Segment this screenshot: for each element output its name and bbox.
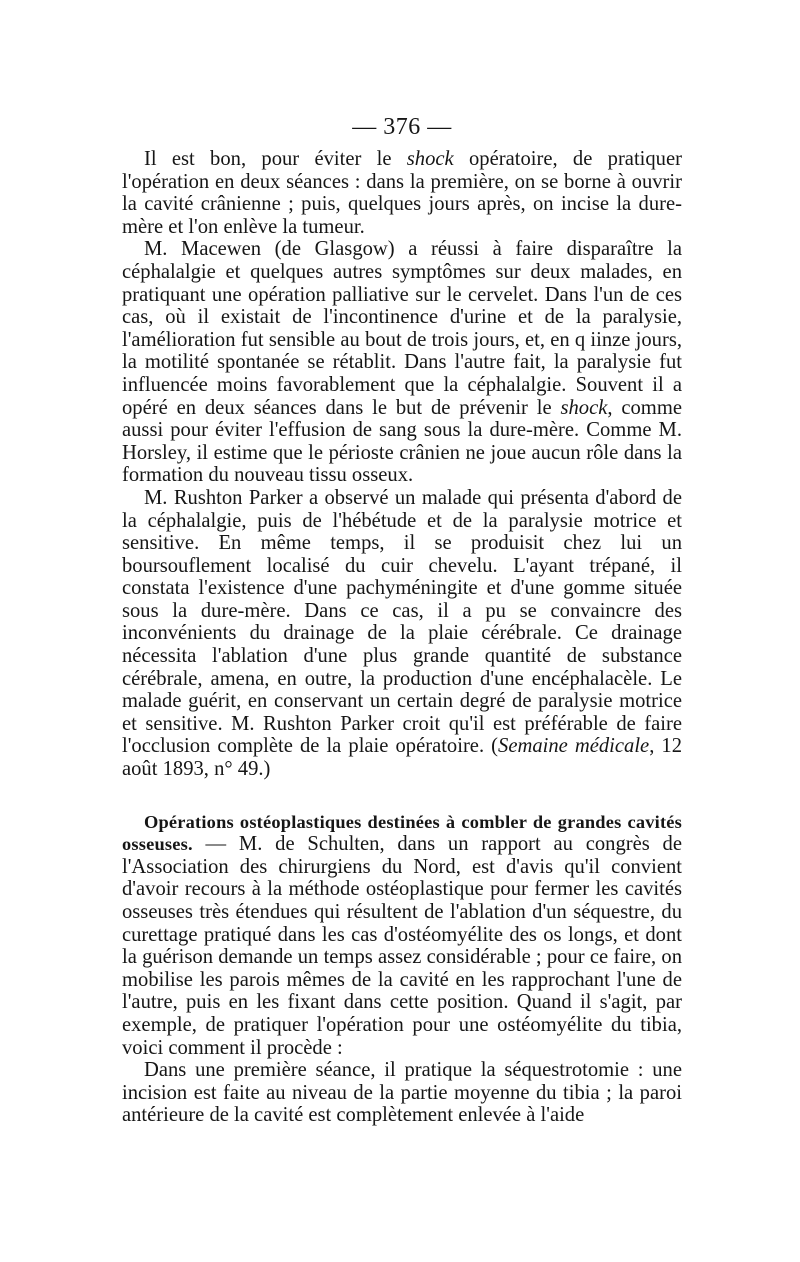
section-heading: Opérations ostéoplastiques destinées à combler de grandes cavités osseuses. xyxy=(122,811,682,855)
paragraph-4 xyxy=(122,811,682,1060)
paragraph-1 xyxy=(122,148,682,238)
book-page xyxy=(122,112,682,1127)
paragraph-2 xyxy=(122,238,682,487)
paragraph-4-text: — M. de Schulten, dans un rapport au congrès de l'Association des chirurgiens du Nord, est d'avis qu'il convient d'avoir recours à la méthode ostéoplastique pour fermer les cavités osseuses très étendues qui résultent de l'ablation d'un séquestre, du curettage pratiqué dans les cas d'ostéomyélite des os longs, et dont la guérison demande un temps assez considérable ; pour ce faire, on mobilise les parois mêmes de la cavité en les rapprochant l'une de l'autre, puis en les fixant dans cette position. Quand il s'agit, par exemple, de pratiquer l'opération pour une ostéomyélite du tibia, voici comment il procède : xyxy=(122,833,682,1059)
paragraph-3-text: M. Rushton Parker a observé un malade qui présenta d'abord de la céphalalgie, puis de l'hébétude et de la paralysie motrice et sensitive. En même temps, il se produisit chez lui un boursouflement localisé du cuir chevelu. L'ayant trépané, il constata l'existence d'une pachyméningite et d'une gomme située sous la dure-mère. Dans ce cas, il a pu se convaincre des inconvénients du drainage de la plaie cérébrale. Ce drainage nécessita l'ablation d'une plus grande quantité de substance cérébrale, amena, en outre, la production d'une encéphalacèle. Le malade guérit, en conservant un certain degré de paralysie motrice et sensitive. M. Rushton Parker croit qu'il est préférable de faire l'occlusion complète de la plaie opératoire. ( xyxy=(122,486,682,758)
paragraph-1-text: Il est bon, pour éviter le xyxy=(144,148,407,170)
italic-term-shock: shock xyxy=(406,148,454,170)
page-number: — 376 — xyxy=(352,114,452,140)
paragraph-2-text: M. Macewen (de Glasgow) a réussi à faire disparaître la céphalalgie et quelques autres symptômes sur deux malades, en pratiquant une opération palliative sur le cervelet. Dans l'un de ces cas, où il existait de l'incontinence d'urine et de la paralysie, l'amélioration fut sensible au bout de trois jours, et, en q iinze jours, la motilité spontanée se rétablit. Dans l'autre fait, la paralysie fut influencée moins favorablement que la céphalalgie. Souvent il a opéré en deux séances dans le but de prévenir le xyxy=(122,238,682,419)
paragraph-1-text: opératoire, de pratiquer l'opération en deux séances : dans la première, on se borne à ouvrir la cavité crânienne ; puis, quelques jours après, on incise la dure-mère et l'on enlève la tumeur. xyxy=(122,148,682,238)
paragraph-3 xyxy=(122,487,682,781)
paragraph-2-text: , comme aussi pour éviter l'effusion de sang sous la dure-mère. Comme M. Horsley, il estime que le périoste crânien ne joue aucun rôle dans la formation du nouveau tissu osseux. xyxy=(122,396,682,487)
citation-journal-title: Semaine médicale xyxy=(498,735,650,758)
citation-details: , 12 août 1893, n° 49.) xyxy=(122,735,683,781)
paragraph-5 xyxy=(122,1059,682,1127)
italic-term-shock: shock xyxy=(560,396,608,419)
paragraph-5-text: Dans une première séance, il pratique la séquestrotomie : une incision est faite au niveau de la partie moyenne du tibia ; la paroi antérieure de la cavité est complètement enlevée à l'aide xyxy=(122,1059,682,1127)
